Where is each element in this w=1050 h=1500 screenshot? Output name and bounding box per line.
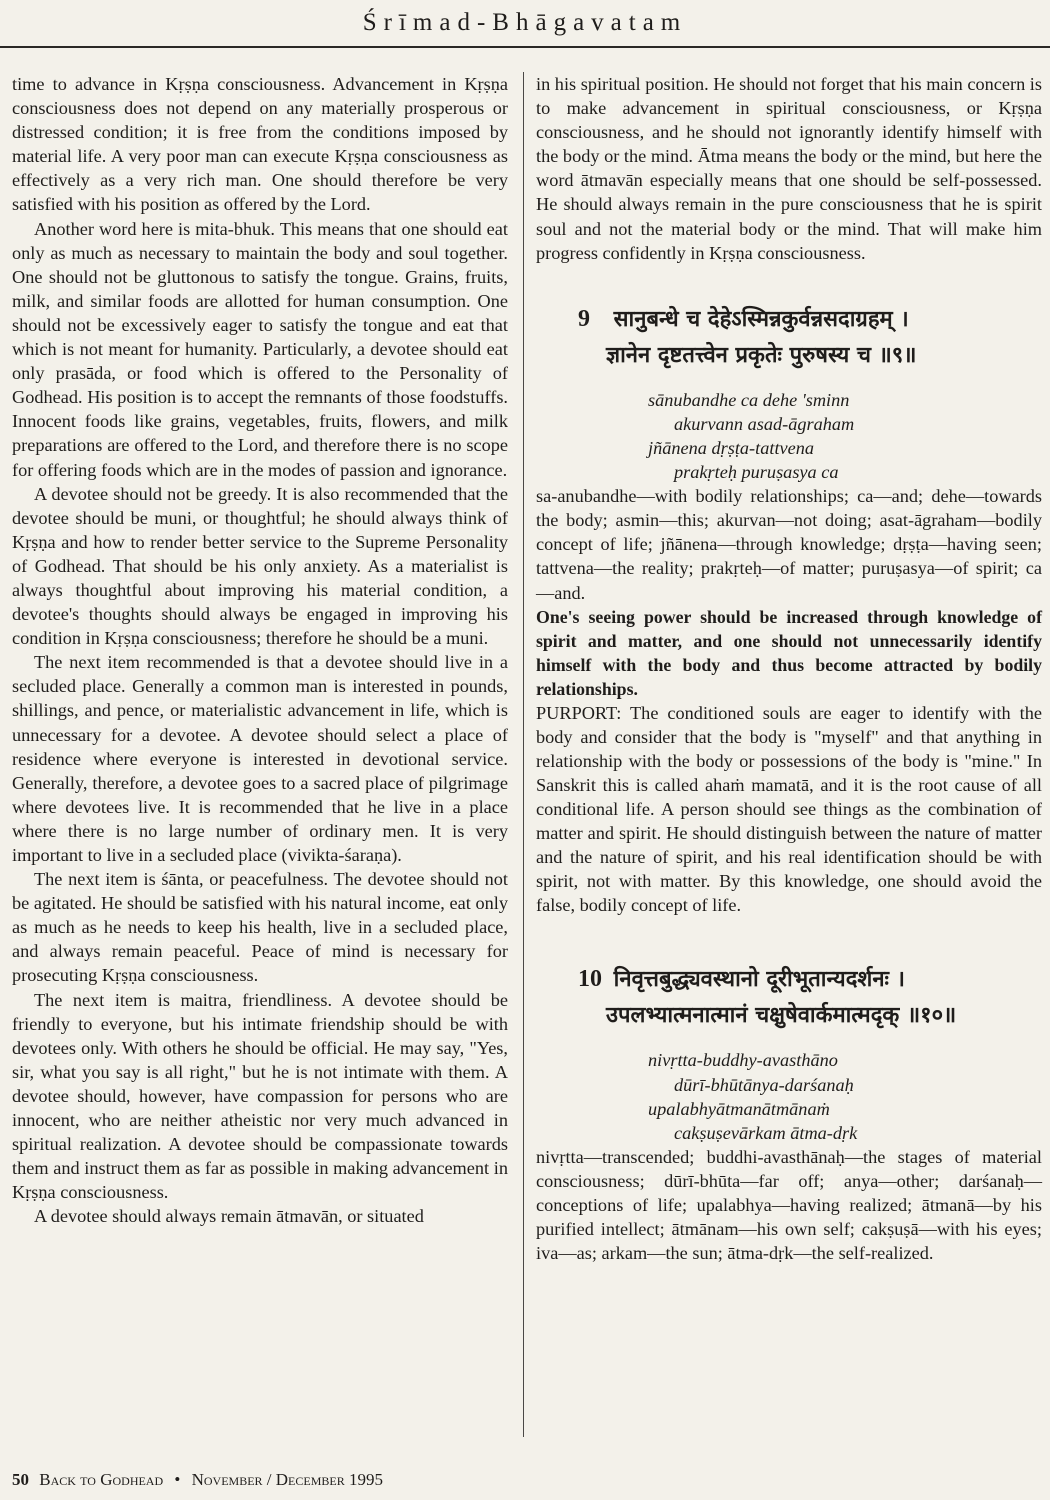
translit-line: sānubandhe ca dehe 'sminn	[648, 389, 850, 410]
verse-10-transliteration	[648, 1048, 1042, 1144]
verse-10-devanagari	[536, 961, 1042, 1034]
verse-9-transliteration	[648, 388, 1042, 484]
translit-line: prakṛteḥ puruṣasya ca	[674, 462, 839, 483]
paragraph: The next item is maitra, friendliness. A devotee should be friendly to everyone, but his intimate friendship should be with devotees only. With others he should be official. He may say, "Yes, sir, what you say is all right," but he is not intimate with them. A devotee should, however, have compassion for persons who are innocent, who are neither atheistic nor very much advanced in spiritual realization. A devotee should be compassionate towards them and instruct them as far as possible in making advancement in Kṛṣṇa consciousness.	[12, 989, 508, 1203]
verse-9-synonyms: sa-anubandhe—with bodily relationships; ca—and; dehe—towards the body; asmin—this; akurvan—not doing; asat-āgraham—bodily concept of life; jñānena—through knowledge; dṛṣṭa—having seen; tattvena—the reality; prakṛteḥ—of matter; puruṣasya—of spirit; ca—and.	[536, 486, 1042, 603]
verse-9-devanagari	[536, 301, 1042, 374]
verse-number: 10	[578, 966, 602, 993]
left-column	[12, 72, 508, 1229]
paragraph: A devotee should not be greedy. It is also recommended that the devotee should be muni, or thoughtful; he should always think of Kṛṣṇa and how to render better service to the Supreme Personality of Godhead. That should be his only anxiety. As a materialist is always thoughtful about improving his material condition, a devotee's thoughts should always be engaged in improving his condition in Kṛṣṇa consciousness; therefore he should be a muni.	[12, 483, 508, 649]
page-number: 50	[12, 1470, 29, 1489]
verse-10-synonyms: nivṛtta—transcended; buddhi-avasthānaḥ—the stages of material consciousness; dūrī-bhūta—far off; anya—other; darśanaḥ—conceptions of life; upalabhya—having realized; ātmanā—by his purified intellect; ātmānam—his own self; cakṣuṣā—with his eyes; iva—as; arkam—the sun; ātma-dṛk—the self-realized.	[536, 1146, 1042, 1264]
translit-line: cakṣuṣevārkam ātma-dṛk	[674, 1122, 858, 1143]
right-column	[536, 72, 1042, 1265]
running-header	[0, 0, 1050, 48]
header-title: Śrīmad-Bhāgavatam	[362, 9, 688, 36]
translit-line: akurvann asad-āgraham	[674, 413, 855, 434]
paragraph: The next item recommended is that a devotee should live in a secluded place. Generally a common man is interested in pounds, shillings, and pence, or materialistic advancement in life, which is unnecessary for a devotee. A devotee should select a place of residence where everyone is interested in devotional service. Generally, therefore, a devotee goes to a sacred place of pilgrimage where devotees live. It is recommended that he live in a place where there is no large number of ordinary men. It is very important to live in a secluded place (vivikta-śaraṇa).	[12, 652, 508, 865]
magazine-name: Back to Godhead	[39, 1470, 164, 1489]
translit-line: dūrī-bhūtānya-darśanaḥ	[674, 1074, 854, 1095]
paragraph: in his spiritual position. He should not forget that his main concern is to make advancement in spiritual consciousness, or Kṛṣṇa consciousness, and he should not ignorantly identify himself with the body or the mind. Ātma means the body or the mind, but here the word ātmavān especially means that one should be self-possessed. He should always remain in the pure consciousness that he is spirit soul and not the material body or the mind. That will make him progress confidently in Kṛṣṇa consciousness.	[536, 74, 1042, 263]
paragraph: Another word here is mita-bhuk. This means that one should eat only as much as necessary to maintain the body and soul together. One should not be gluttonous to satisfy the tongue. Grains, fruits, milk, and similar foods are allotted for human consumption. One should not be excessively eager to satisfy the tongue and eat that which is not meant for humanity. Particularly, a devotee should eat only prasāda, or food which is offered to the Personality of Godhead. His position is to accept the remnants of those foodstuffs. Innocent foods like grains, vegetables, fruits, flowers, and milk preparations are offered to the Lord, and therefore there is no scope for offering foods which are in the modes of passion and ignorance.	[12, 218, 508, 480]
devanagari-line: ज्ञानेन दृष्टतत्त्वेन प्रकृतेः पुरुषस्य च ॥९॥	[606, 342, 917, 368]
translit-line: upalabhyātmanātmānaṁ	[648, 1098, 830, 1119]
devanagari-line: उपलभ्यात्मनात्मानं चक्षुषेवार्कमात्मदृक् ॥१०॥	[606, 1003, 957, 1029]
issue-date: November / December 1995	[191, 1470, 383, 1489]
devanagari-line: सानुबन्धे च देहेऽस्मिन्नकुर्वन्नसदाग्रहम् ।	[613, 306, 909, 332]
translit-line: nivṛtta-buddhy-avasthāno	[648, 1050, 838, 1071]
verse-9-purport: PURPORT: The conditioned souls are eager to identify with the body and consider that the body is "myself" and that anything in relationship with the body or possessions of the body is "mine." In Sanskrit this is called ahaṁ mamatā, and it is the root cause of all conditional life. A person should see things as the combination of matter and spirit. He should distinguish between the nature of matter and the nature of spirit, and his real identification should be with spirit, not with matter. By this knowledge, one should avoid the false, bodily concept of life.	[536, 702, 1042, 916]
verse-number: 9	[578, 305, 590, 332]
translit-line: jñānena dṛṣṭa-tattvena	[648, 437, 815, 458]
devanagari-line: निवृत्तबुद्ध्यवस्थानो दूरीभूतान्यदर्शनः ।	[613, 967, 905, 993]
paragraph: A devotee should always remain ātmavān, or situated	[34, 1206, 424, 1227]
bullet-separator: •	[174, 1470, 181, 1489]
verse-9-translation: One's seeing power should be increased through knowledge of spirit and matter, and one should not unnecessarily identify himself with the body and thus become attracted by bodily relationships.	[536, 606, 1042, 699]
paragraph: time to advance in Kṛṣṇa consciousness. Advancement in Kṛṣṇa consciousness does not depend on any materially prosperous or distressed condition; it is free from the conditions imposed by material life. A very poor man can execute Kṛṣṇa consciousness as effectively as a very rich man. One should therefore be very satisfied with his position as offered by the Lord.	[12, 74, 508, 215]
page-footer	[12, 1470, 383, 1490]
paragraph: The next item is śānta, or peacefulness. The devotee should not be agitated. He should be satisfied with his natural income, eat only as much as he needs to keep his health, live in a secluded place, and always remain peaceful. Peace of mind is necessary for prosecuting Kṛṣṇa consciousness.	[12, 869, 508, 986]
column-divider	[523, 72, 524, 1437]
